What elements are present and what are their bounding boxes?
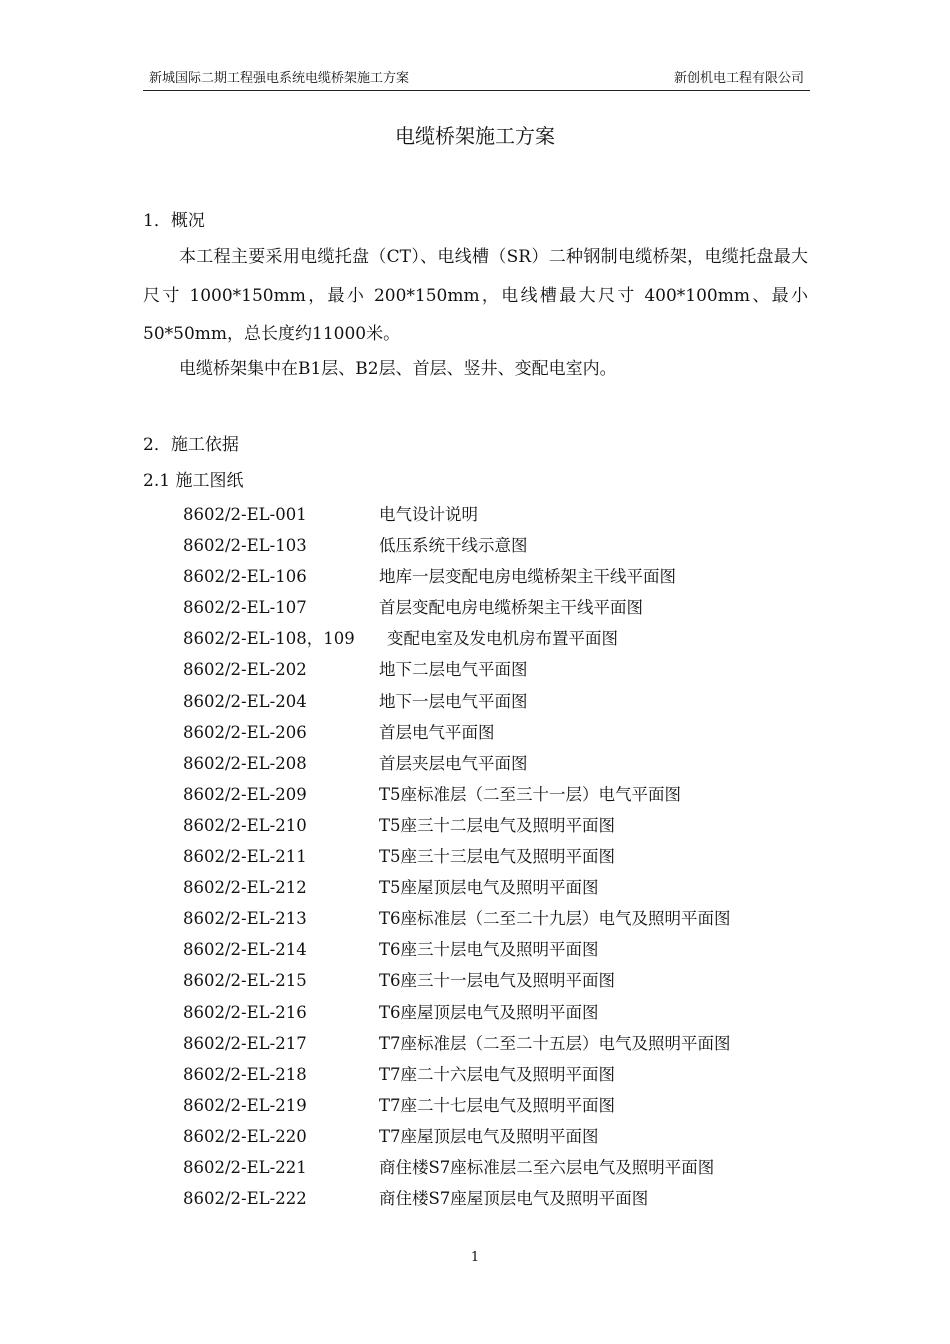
drawing-name: 地下一层电气平面图	[379, 691, 528, 711]
drawing-list-item	[183, 721, 803, 752]
drawing-list-item	[183, 1001, 803, 1032]
drawing-name: T7座标准层（二至二十五层）电气及照明平面图	[379, 1033, 731, 1053]
drawing-name: 商住楼S7座标准层二至六层电气及照明平面图	[379, 1157, 715, 1177]
drawing-list-item	[183, 565, 803, 596]
drawing-name: T5座三十二层电气及照明平面图	[379, 815, 616, 835]
drawing-code: 8602/2-EL-217	[183, 1033, 307, 1053]
drawing-name: 首层夹层电气平面图	[379, 753, 528, 773]
drawing-code: 8602/2-EL-220	[183, 1126, 307, 1146]
drawing-list-item	[183, 690, 803, 721]
drawing-list-item	[183, 876, 803, 907]
drawing-code: 8602/2-EL-218	[183, 1064, 307, 1084]
drawing-code: 8602/2-EL-214	[183, 940, 307, 960]
drawing-list-item	[183, 783, 803, 814]
drawing-code: 8602/2-EL-108，109	[183, 629, 355, 649]
drawing-code: 8602/2-EL-204	[183, 691, 307, 711]
drawing-name: T5座三十三层电气及照明平面图	[379, 847, 616, 867]
drawing-name: T6座三十层电气及照明平面图	[379, 940, 599, 960]
drawing-name: 首层电气平面图	[379, 722, 495, 742]
section-2-1-heading: 2.1 施工图纸	[143, 471, 244, 491]
drawing-code: 8602/2-EL-215	[183, 971, 307, 991]
drawing-list-item	[183, 1187, 803, 1218]
drawing-name: 变配电室及发电机房布置平面图	[387, 629, 618, 649]
drawing-code: 8602/2-EL-211	[183, 847, 307, 867]
page-header	[143, 68, 810, 91]
section-1-paragraph-2: 电缆桥架集中在B1层、B2层、首层、竖井、变配电室内。	[179, 359, 617, 379]
drawing-code: 8602/2-EL-206	[183, 722, 307, 742]
drawing-list	[183, 503, 803, 1218]
page-number: 1	[470, 1250, 480, 1265]
drawing-code: 8602/2-EL-216	[183, 1002, 307, 1022]
drawing-list-item	[183, 503, 803, 534]
drawing-code: 8602/2-EL-213	[183, 909, 307, 929]
drawing-name: 地下二层电气平面图	[379, 660, 528, 680]
drawing-list-item	[183, 1156, 803, 1187]
drawing-code: 8602/2-EL-221	[183, 1157, 307, 1177]
drawing-name: T5座屋顶层电气及照明平面图	[379, 878, 599, 898]
drawing-list-item	[183, 938, 803, 969]
drawing-list-item	[183, 907, 803, 938]
drawing-list-item	[183, 1063, 803, 1094]
section-2-heading: 2．施工依据	[143, 435, 239, 455]
drawing-list-item	[183, 814, 803, 845]
drawing-list-item	[183, 969, 803, 1000]
drawing-code: 8602/2-EL-001	[183, 505, 307, 524]
document-title: 电缆桥架施工方案	[395, 124, 555, 148]
drawing-list-item	[183, 1094, 803, 1125]
header-project-title: 新城国际二期工程强电系统电缆桥架施工方案	[149, 71, 410, 86]
drawing-name: 电气设计说明	[379, 505, 478, 524]
drawing-name: 首层变配电房电缆桥架主干线平面图	[379, 598, 643, 618]
drawing-list-item	[183, 627, 803, 658]
drawing-name: T7座屋顶层电气及照明平面图	[379, 1126, 599, 1146]
drawing-code: 8602/2-EL-106	[183, 567, 307, 587]
drawing-code: 8602/2-EL-209	[183, 784, 307, 804]
drawing-name: 地库一层变配电房电缆桥架主干线平面图	[379, 567, 676, 587]
header-company-name: 新创机电工程有限公司	[673, 71, 804, 86]
drawing-code: 8602/2-EL-212	[183, 878, 307, 898]
drawing-list-item	[183, 658, 803, 689]
drawing-name: 低压系统干线示意图	[379, 536, 528, 556]
drawing-name: T6座标准层（二至二十九层）电气及照明平面图	[379, 909, 731, 929]
drawing-list-item	[183, 1032, 803, 1063]
drawing-code: 8602/2-EL-107	[183, 598, 307, 618]
section-1-paragraph-1: 本工程主要采用电缆托盘（CT）、电线槽（SR）二种钢制电缆桥架，电缆托盘最大尺寸 1000*150mm，最小 200*150mm，电线槽最大尺寸 400*100mm、最小50*50mm，总长度约11000米。	[143, 247, 808, 344]
drawing-name: T6座屋顶层电气及照明平面图	[379, 1002, 599, 1022]
drawing-name: T5座标准层（二至三十一层）电气平面图	[379, 784, 682, 804]
drawing-code: 8602/2-EL-222	[183, 1189, 307, 1209]
drawing-name: T7座二十七层电气及照明平面图	[379, 1095, 616, 1115]
drawing-list-item	[183, 1125, 803, 1156]
drawing-code: 8602/2-EL-202	[183, 660, 307, 680]
drawing-name: 商住楼S7座屋顶层电气及照明平面图	[379, 1189, 649, 1209]
drawing-code: 8602/2-EL-208	[183, 753, 307, 773]
drawing-code: 8602/2-EL-103	[183, 536, 307, 556]
drawing-name: T7座二十六层电气及照明平面图	[379, 1064, 616, 1084]
drawing-list-item	[183, 596, 803, 627]
drawing-list-item	[183, 845, 803, 876]
drawing-name: T6座三十一层电气及照明平面图	[379, 971, 616, 991]
drawing-list-item	[183, 534, 803, 565]
drawing-list-item	[183, 752, 803, 783]
drawing-code: 8602/2-EL-210	[183, 815, 307, 835]
drawing-code: 8602/2-EL-219	[183, 1095, 307, 1115]
section-1-heading: 1．概况	[143, 211, 205, 231]
